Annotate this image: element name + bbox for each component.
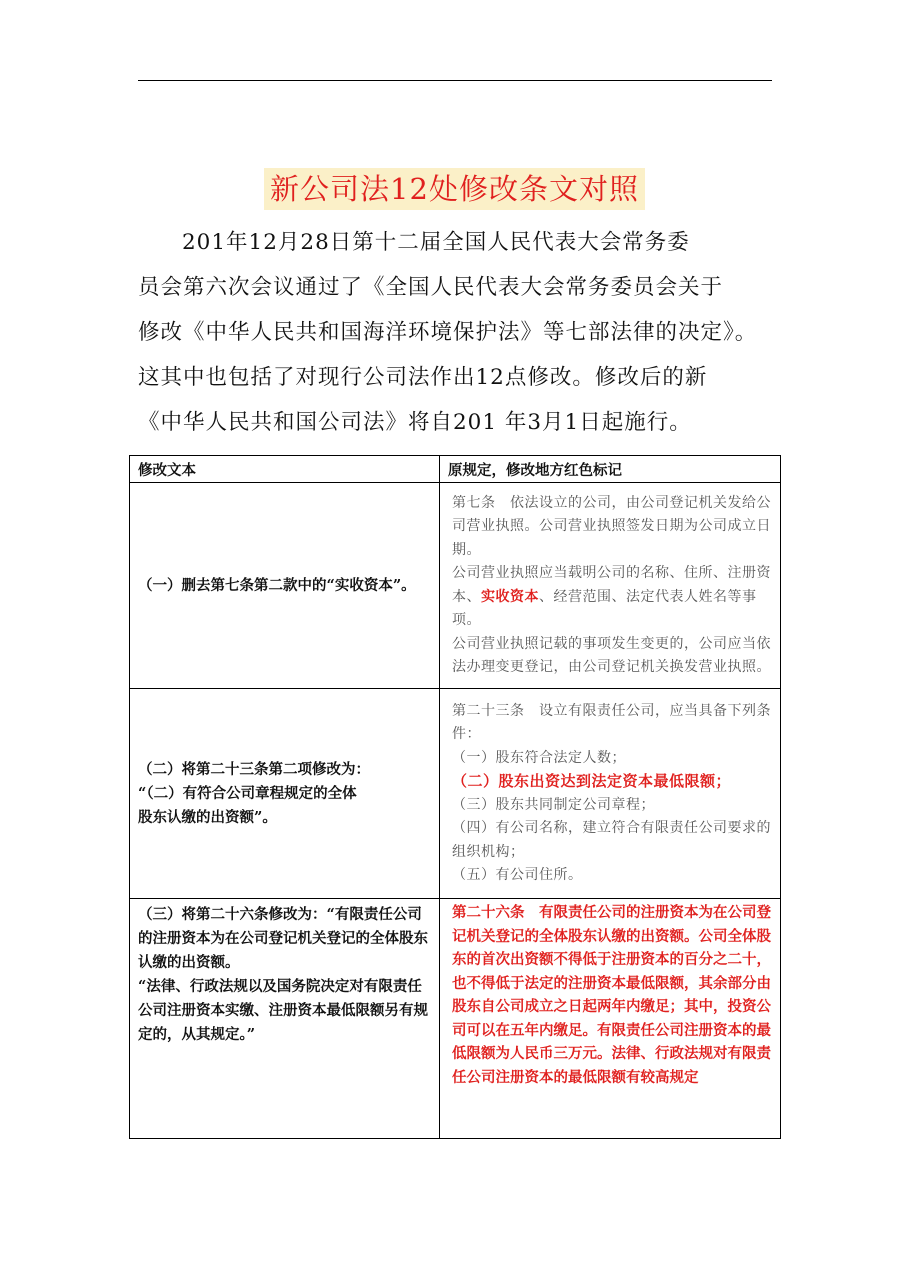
- comparison-table: [129, 455, 781, 1139]
- original-paragraph-mixed: [452, 562, 772, 633]
- intro-line: 这其中也包括了对现行公司法作出12点修改。修改后的新: [138, 365, 708, 390]
- original-line: （四）有公司名称，建立符合有限责任公司要求的组织机构；: [452, 820, 771, 860]
- original-paragraph: 第七条 依法设立的公司，由公司登记机关发给公司营业执照。公司营业执照签发日期为公司成立日期。: [452, 494, 771, 558]
- intro-paragraph: [138, 220, 798, 445]
- title-container: [0, 168, 909, 210]
- modification-line: 股东认缴的出资额”。: [138, 808, 277, 826]
- original-line: （五）有公司住所。: [452, 867, 583, 883]
- intro-line: 201年12月28日第十二届全国人民代表大会常务委: [182, 230, 690, 255]
- table-row: [130, 689, 781, 899]
- modification-line: （二）将第二十三条第二项修改为：: [138, 760, 370, 778]
- header-original-rule: 原规定，修改地方红色标记: [440, 456, 781, 483]
- modification-line: “（二）有符合公司章程规定的全体: [138, 784, 357, 802]
- row-3-original: 第二十六条 有限责任公司的注册资本为在公司登记机关登记的全体股东认缴的出资额。公司全体股东的首次出资额不得低于注册资本的百分之二十，也不得低于法定的注册资本最低限额，其余部分由股东自公司成立之日起两年内缴足；其中，投资公司可以在五年内缴足。有限责任公司注册资本的最低限额为人民币三万元。法律、行政法规对有限责任公司注册资本的最低限额有较高规定: [440, 899, 781, 1139]
- row-2-modification: [130, 689, 440, 899]
- row-3-modification: [130, 899, 440, 1139]
- intro-line: 修改《中华人民共和国海洋环境保护法》等七部法律的决定》。: [138, 320, 758, 345]
- original-line: （三）股东共同制定公司章程；: [452, 796, 655, 813]
- row-2-original: [440, 689, 781, 899]
- row-1-modification: （一）删去第七条第二款中的“实收资本”。: [130, 483, 440, 689]
- table-row: [130, 899, 781, 1139]
- original-line: 第二十三条 设立有限责任公司，应当具备下列条件：: [452, 702, 771, 742]
- table-header-row: [130, 456, 781, 483]
- page-title: 新公司法12处修改条文对照: [264, 168, 645, 210]
- original-paragraph: 公司营业执照记载的事项发生变更的，公司应当依法办理变更登记，由公司登记机关换发营业执照。: [452, 635, 771, 675]
- text-segment: 、经营范围、法定代表人姓名等事项。: [452, 588, 757, 628]
- original-line: （一）股东符合法定人数；: [452, 749, 626, 766]
- highlighted-change: 实收资本: [481, 588, 539, 605]
- modification-line: “法律、行政法规以及国务院决定对有限责任公司注册资本实缴、注册资本最低限额另有规定的，从其规定。”: [138, 978, 428, 1043]
- row-1-original: [440, 483, 781, 689]
- intro-line: 《中华人民共和国公司法》将自201 年3月1日起施行。: [138, 410, 692, 435]
- header-modified-text: 修改文本: [130, 456, 440, 483]
- intro-line: 员会第六次会议通过了《全国人民代表大会常务委员会关于: [138, 275, 724, 300]
- modification-line: （三）将第二十六条修改为：“有限责任公司的注册资本为在公司登记机关登记的全体股东认缴的出资额。: [138, 906, 428, 971]
- text-segment: 公司营业执照应当载明公司的名称、住所、注册资本、: [452, 565, 771, 605]
- highlighted-change: （二）股东出资达到法定资本最低限额；: [452, 772, 732, 790]
- header-rule: [138, 80, 772, 81]
- table-row: [130, 483, 781, 689]
